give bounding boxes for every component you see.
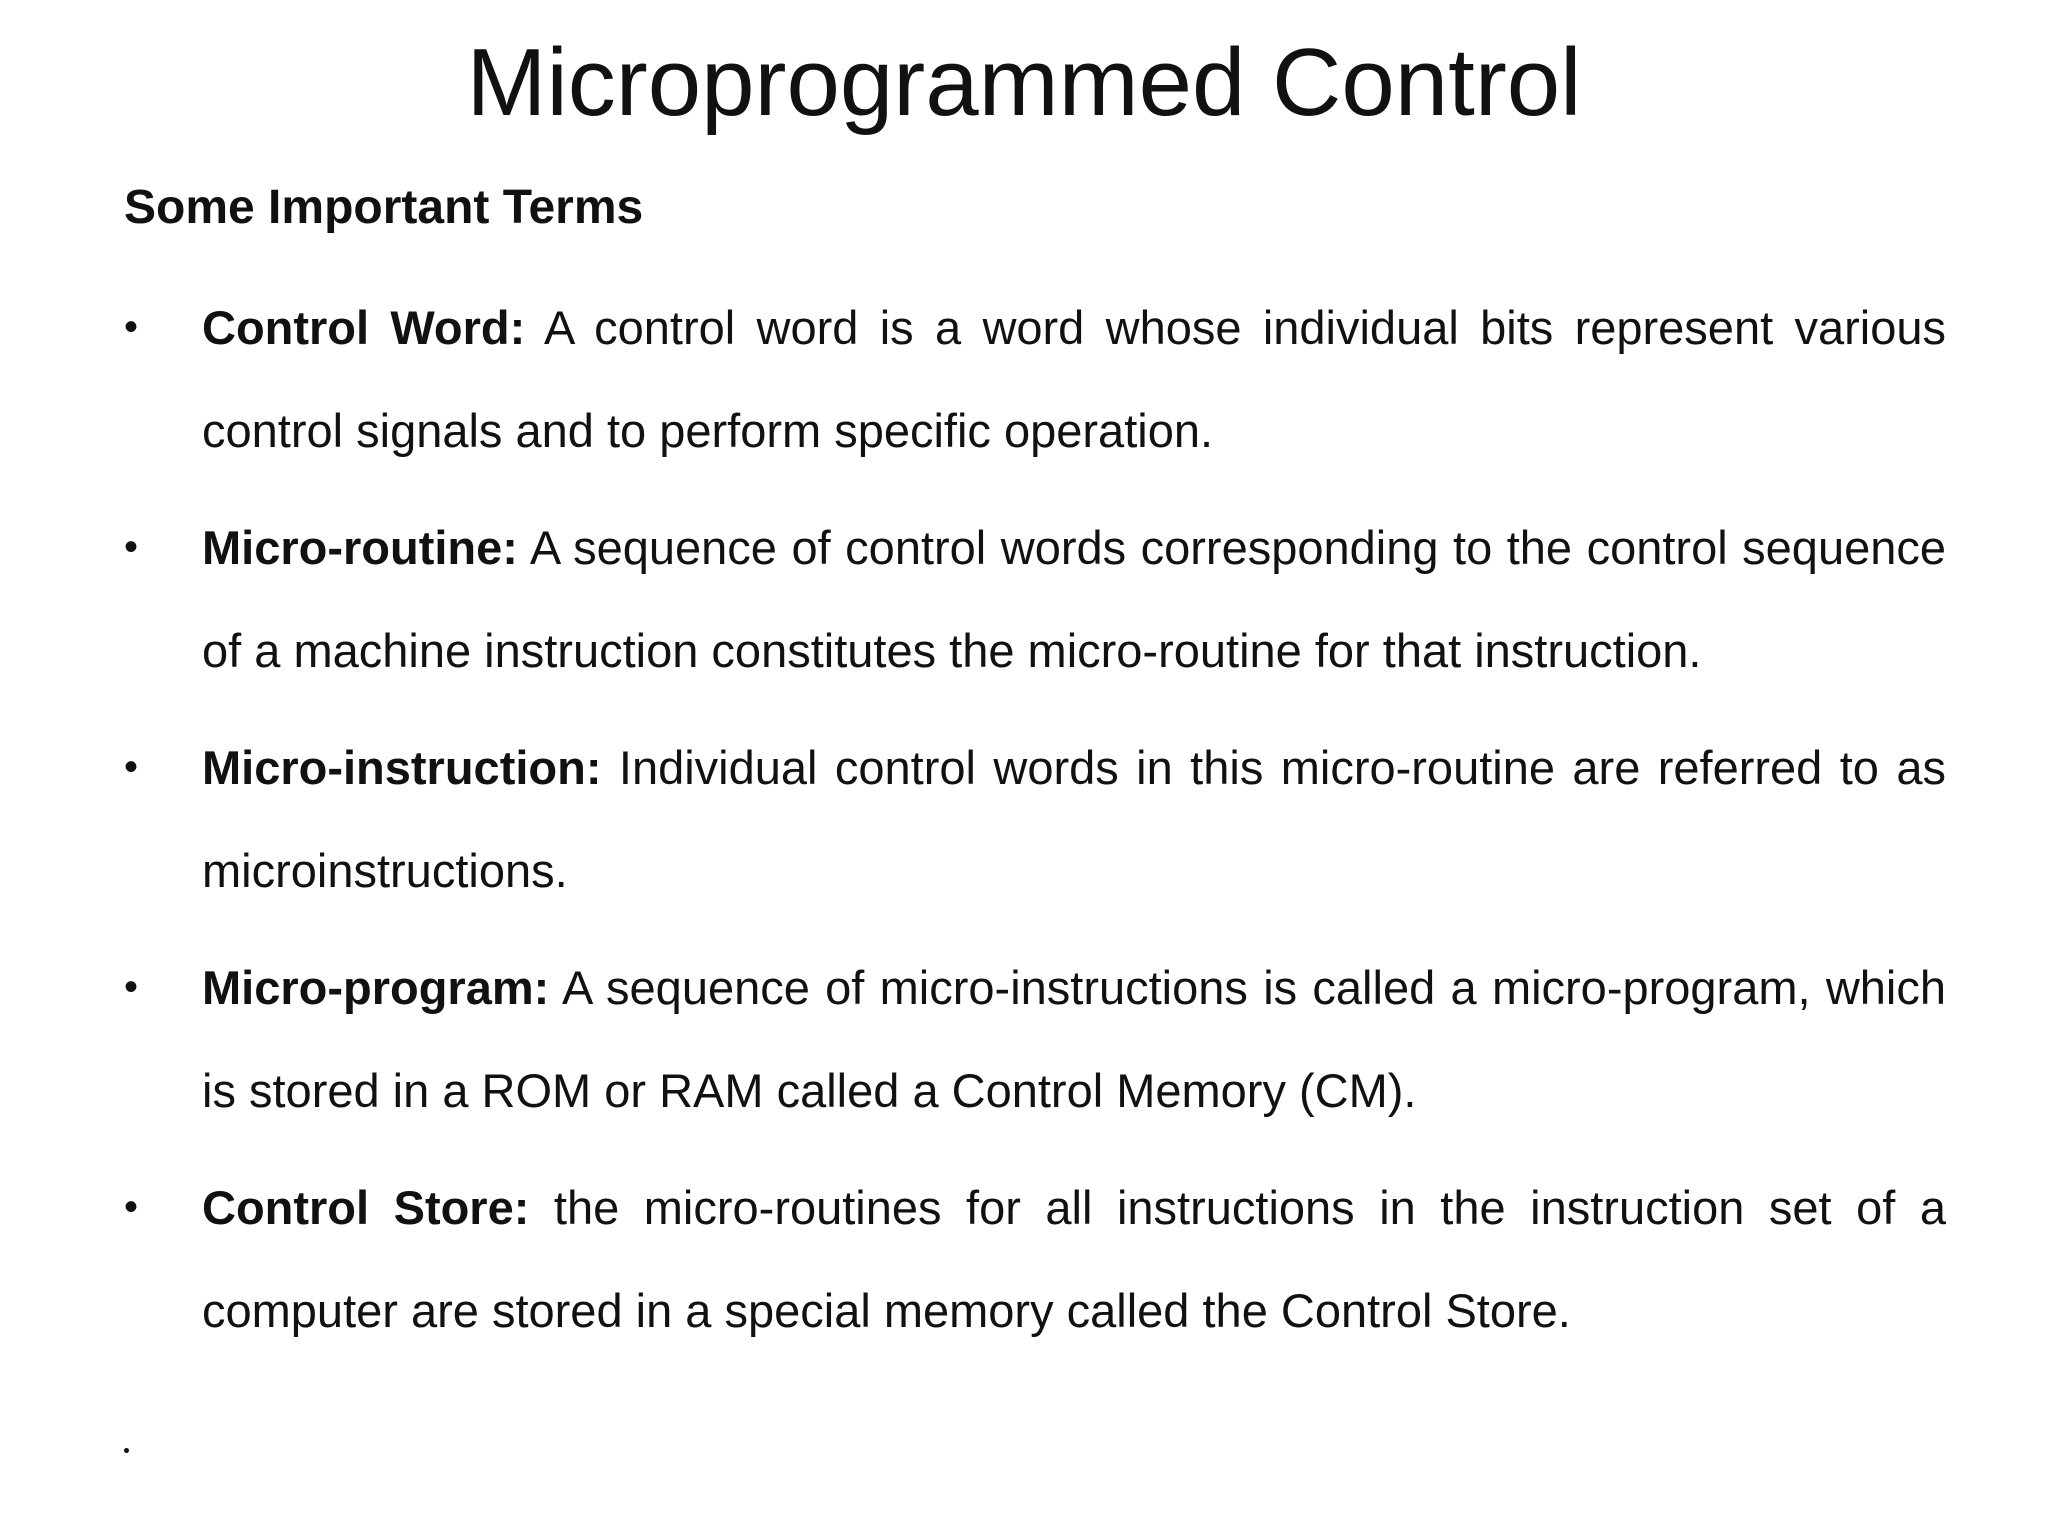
term-label: Control Word: [202,301,526,354]
bullet-icon: • [124,745,139,789]
term-definition: A sequence of control words corresponding to the control sequence of a machine instruction constitutes the micro-routine for that instruction. [202,521,1946,677]
slide-title: Microprogrammed Control [466,29,1582,136]
bullet-icon: • [124,305,139,349]
list-item [124,936,1946,1142]
list-item [124,1156,1946,1362]
term-definition: A sequence of micro-instructions is called a micro-program, which is stored in a ROM or RAM called a Control Memory (CM). [202,961,1946,1117]
term-label: Micro-routine: [202,521,518,574]
term-label: Micro-instruction: [202,741,602,794]
term-label: Control Store: [202,1181,530,1234]
stray-dot [124,1448,129,1453]
term-label: Micro-program: [202,961,550,1014]
term-definition: the micro-routines for all instructions in the instruction set of a computer are stored in a special memory called the Control Store. [202,1181,1946,1337]
bullet-icon: • [124,1185,139,1229]
slide-subtitle: Some Important Terms [124,181,644,234]
list-item [124,276,1946,482]
list-item [124,716,1946,922]
bullet-icon: • [124,525,139,569]
bullet-icon: • [124,965,139,1009]
term-definition: A control word is a word whose individual bits represent various control signals and to perform specific operation. [202,301,1946,457]
list-item [124,496,1946,702]
term-definition: Individual control words in this micro-routine are referred to as microinstructions. [202,741,1946,897]
terms-list [124,276,1946,1376]
